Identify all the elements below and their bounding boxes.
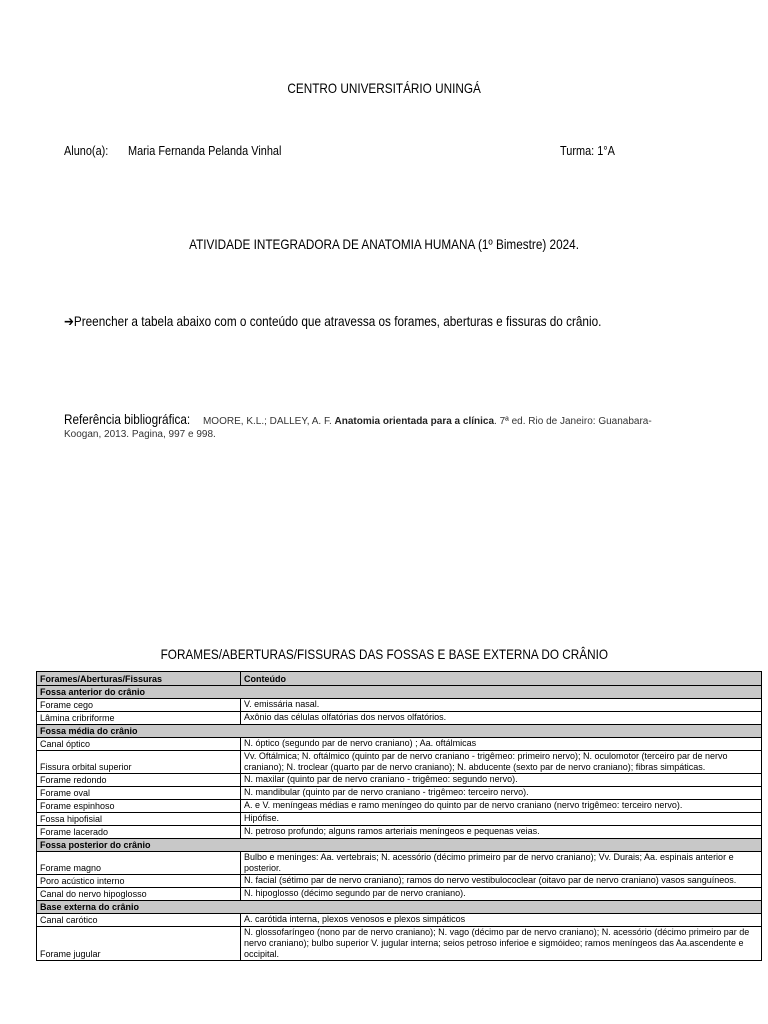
- table-title-text: FORAMES/ABERTURAS/FISSURAS DAS FOSSAS E BASE EXTERNA DO CRÂNIO: [160, 646, 608, 662]
- table-row: [37, 787, 762, 800]
- section-row: [37, 901, 762, 914]
- section-row: [37, 686, 762, 699]
- institution-title: [0, 80, 768, 96]
- header-cell-content: Conteúdo: [241, 672, 762, 686]
- content-cell: V. emissária nasal.: [241, 699, 762, 712]
- content-cell: N. mandibular (quinto par de nervo craniano - trigêmeo: terceiro nervo).: [241, 787, 762, 800]
- structure-name-cell: Fissura orbital superior: [37, 751, 241, 774]
- table-row: [37, 800, 762, 813]
- class-info-text: Turma: 1°A: [560, 143, 615, 158]
- structure-name-cell: Forame cego: [37, 699, 241, 712]
- student-label-text: Aluno(a):: [64, 143, 109, 158]
- activity-title: [0, 236, 768, 252]
- instruction-text: Preencher a tabela abaixo com o conteúdo que atravessa os forames, aberturas e fissuras do crânio.: [73, 313, 602, 329]
- table-header-row: [37, 672, 762, 686]
- student-name: [128, 143, 311, 158]
- header-cell-structure: Forames/Aberturas/Fissuras: [37, 672, 241, 686]
- table-row: [37, 738, 762, 751]
- structure-name-cell: Forame lacerado: [37, 826, 241, 839]
- table-row: [37, 813, 762, 826]
- structure-name-cell: Lâmina cribriforme: [37, 712, 241, 725]
- table-row: [37, 699, 762, 712]
- content-cell: Bulbo e meninges: Aa. vertebrais; N. acessório (décimo primeiro par de nervo craniano); Vv. Durais; Aa. espinais anterior e posterior.: [241, 852, 762, 875]
- section-row: [37, 725, 762, 738]
- content-cell: N. óptico (segundo par de nervo craniano) ; Aa. oftálmicas: [241, 738, 762, 751]
- table-row: [37, 712, 762, 725]
- content-cell: Hipófise.: [241, 813, 762, 826]
- content-cell: Axônio das células olfatórias dos nervos olfatórios.: [241, 712, 762, 725]
- content-cell: N. maxilar (quinto par de nervo craniano - trigêmeo: segundo nervo).: [241, 774, 762, 787]
- section-title: Fossa posterior do crânio: [37, 839, 762, 852]
- table-row: [37, 826, 762, 839]
- content-cell: N. hipoglosso (décimo segundo par de nervo craniano).: [241, 888, 762, 901]
- structure-name-cell: Forame magno: [37, 852, 241, 875]
- table-title: [0, 646, 768, 662]
- right-arrow-icon: ➔: [64, 314, 74, 330]
- reference-details: . 7ª ed. Rio de Janeiro: Guanabara-Koogan, 2013. Pagina, 997 e 998.: [64, 416, 652, 440]
- content-cell: N. facial (sétimo par de nervo craniano); ramos do nervo vestibulococlear (oitavo par de nervo craniano) vasos sanguíneos.: [241, 875, 762, 888]
- structure-name-cell: Canal óptico: [37, 738, 241, 751]
- table-row: [37, 875, 762, 888]
- reference-label: Referência bibliográfica:: [64, 411, 191, 427]
- content-cell: Vv. Oftálmica; N. oftálmico (quinto par de nervo craniano - trigêmeo: primeiro nervo); N. oculomotor (terceiro par de nervo craniano); N. troclear (quarto par de nervo craniano); N. abducente (sexto par de nervo craniano); fibras simpáticas.: [241, 751, 762, 774]
- table-row: [37, 774, 762, 787]
- content-cell: A. e V. meníngeas médias e ramo meníngeo do quinto par de nervo craniano (nervo trigêmeo: terceiro nervo).: [241, 800, 762, 813]
- structure-name-cell: Forame espinhoso: [37, 800, 241, 813]
- activity-title-text: ATIVIDADE INTEGRADORA DE ANATOMIA HUMANA (1º Bimestre) 2024.: [189, 236, 579, 252]
- foramina-table-body: [37, 672, 762, 961]
- instruction-line: [64, 313, 601, 330]
- student-label: [64, 143, 117, 158]
- bibliographic-reference: [64, 413, 684, 441]
- structure-name-cell: Forame redondo: [37, 774, 241, 787]
- section-title: Fossa média do crânio: [37, 725, 762, 738]
- section-row: [37, 839, 762, 852]
- section-title: Fossa anterior do crânio: [37, 686, 762, 699]
- structure-name-cell: Forame oval: [37, 787, 241, 800]
- reference-book-title: Anatomia orientada para a clínica: [334, 416, 495, 427]
- content-cell: N. petroso profundo; alguns ramos arteriais meníngeos e pequenas veias.: [241, 826, 762, 839]
- table-row: [37, 914, 762, 927]
- table-row: [37, 852, 762, 875]
- table-row: [37, 927, 762, 961]
- structure-name-cell: Forame jugular: [37, 927, 241, 961]
- structure-name-cell: Poro acústico interno: [37, 875, 241, 888]
- section-title: Base externa do crânio: [37, 901, 762, 914]
- structure-name-cell: Canal carótico: [37, 914, 241, 927]
- student-name-text: Maria Fernanda Pelanda Vinhal: [128, 143, 282, 158]
- content-cell: N. glossofaríngeo (nono par de nervo craniano); N. vago (décimo par de nervo craniano); N. acessório (décimo primeiro par de nervo craniano); bulbo superior V. jugular interna; seios petroso inferioe e sigmóideo; ramos meníngeos das Aa.ascendente e occipital.: [241, 927, 762, 961]
- table-row: [37, 751, 762, 774]
- structure-name-cell: Fossa hipofisial: [37, 813, 241, 826]
- class-info: [560, 143, 625, 158]
- foramina-table: [36, 671, 762, 961]
- instruction: [64, 313, 704, 330]
- table-row: [37, 888, 762, 901]
- institution-title-text: CENTRO UNIVERSITÁRIO UNINGÁ: [287, 80, 481, 96]
- structure-name-cell: Canal do nervo hipoglosso: [37, 888, 241, 901]
- reference-authors: MOORE, K.L.; DALLEY, A. F.: [200, 416, 335, 427]
- content-cell: A. carótida interna, plexos venosos e plexos simpáticos: [241, 914, 762, 927]
